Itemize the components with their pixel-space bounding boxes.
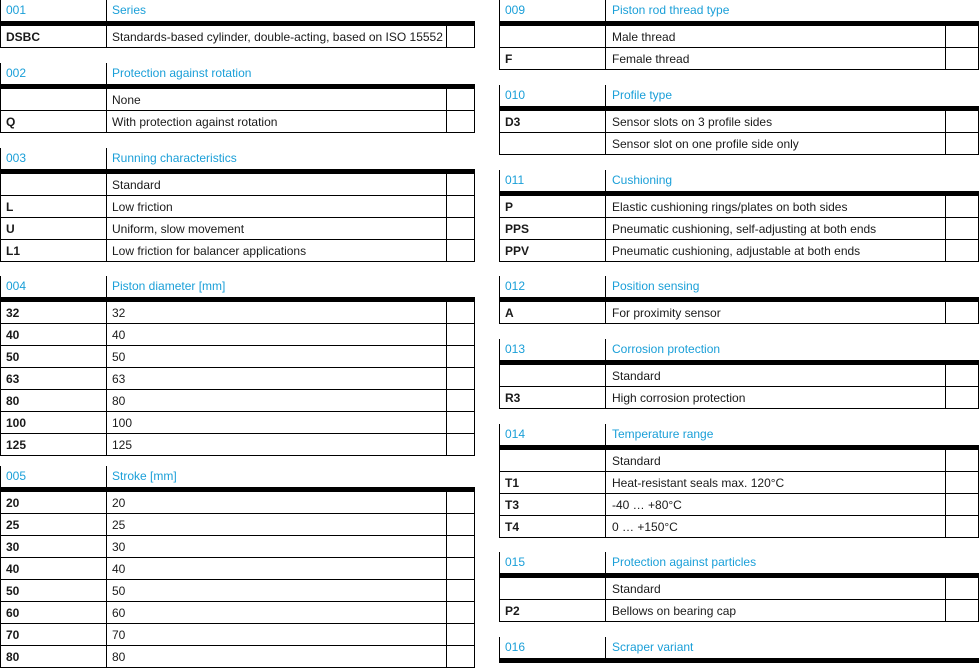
option-description: 50 <box>112 584 126 598</box>
section-header <box>0 148 475 174</box>
option-description: Standard <box>112 178 161 192</box>
option-code: P2 <box>505 604 520 618</box>
header-divider <box>605 276 606 297</box>
section-title: Profile type <box>612 88 673 102</box>
option-code: 32 <box>6 306 20 320</box>
table-row <box>0 602 475 624</box>
header-divider <box>106 63 107 84</box>
section-012 <box>499 276 979 324</box>
option-description: Pneumatic cushioning, self-adjusting at both ends <box>612 222 877 236</box>
option-code: 40 <box>6 562 20 576</box>
section-number: 015 <box>505 555 526 569</box>
table-row <box>499 133 979 155</box>
option-code: R3 <box>505 391 521 405</box>
option-description: Female thread <box>612 52 690 66</box>
section-header <box>0 63 475 89</box>
header-divider <box>605 424 606 445</box>
option-code: L1 <box>6 244 21 258</box>
header-divider <box>106 0 107 21</box>
section-005 <box>0 466 475 668</box>
option-code: 20 <box>6 496 20 510</box>
option-description: Standards-based cylinder, double-acting, based on ISO 15552 <box>112 30 443 44</box>
section-number: 013 <box>505 342 526 356</box>
header-divider <box>605 339 606 360</box>
option-description: 50 <box>112 350 126 364</box>
option-code: 50 <box>6 350 20 364</box>
header-divider <box>106 148 107 169</box>
section-title: Corrosion protection <box>612 342 721 356</box>
section-header <box>499 424 979 450</box>
table-row <box>0 324 475 346</box>
table-row <box>0 580 475 602</box>
section-title: Stroke [mm] <box>112 469 177 483</box>
section-004 <box>0 276 475 456</box>
section-title: Piston diameter [mm] <box>112 279 226 293</box>
section-016 <box>499 637 979 663</box>
option-description: Sensor slot on one profile side only <box>612 137 799 151</box>
option-description: 70 <box>112 628 126 642</box>
table-row <box>0 196 475 218</box>
section-003 <box>0 148 475 262</box>
option-code: Q <box>6 115 16 129</box>
section-015 <box>499 552 979 622</box>
option-description: 60 <box>112 606 126 620</box>
table-row <box>499 365 979 387</box>
option-code: A <box>505 306 514 320</box>
section-title: Piston rod thread type <box>612 3 730 17</box>
option-description: Heat-resistant seals max. 120°C <box>612 476 785 490</box>
option-code: PPV <box>505 244 530 258</box>
table-row <box>499 196 979 218</box>
section-number: 002 <box>6 66 27 80</box>
table-row <box>499 472 979 494</box>
table-row <box>0 390 475 412</box>
table-row <box>0 111 475 133</box>
option-description: High corrosion protection <box>612 391 746 405</box>
option-description: Uniform, slow movement <box>112 222 245 236</box>
section-013 <box>499 339 979 409</box>
section-010 <box>499 85 979 155</box>
section-header <box>499 0 979 26</box>
section-title: Running characteristics <box>112 151 237 165</box>
section-number: 011 <box>505 173 525 187</box>
option-code: 30 <box>6 540 20 554</box>
table-row <box>499 48 979 70</box>
section-title: Temperature range <box>612 427 714 441</box>
table-row <box>0 412 475 434</box>
section-header <box>499 276 979 302</box>
section-title: Protection against particles <box>612 555 757 569</box>
section-title: Protection against rotation <box>112 66 252 80</box>
table-row <box>499 516 979 538</box>
option-code: PPS <box>505 222 530 236</box>
table-row <box>0 302 475 324</box>
section-014 <box>499 424 979 538</box>
table-row <box>499 26 979 48</box>
section-header <box>499 637 979 663</box>
option-code: 25 <box>6 518 20 532</box>
section-number: 004 <box>6 279 27 293</box>
option-description: 20 <box>112 496 126 510</box>
option-description: Standard <box>612 454 661 468</box>
table-row <box>499 302 979 324</box>
section-title: Position sensing <box>612 279 700 293</box>
table-row <box>0 558 475 580</box>
header-divider <box>106 466 107 487</box>
table-row <box>0 646 475 668</box>
section-number: 010 <box>505 88 526 102</box>
option-description: 125 <box>112 438 133 452</box>
section-009 <box>499 0 979 70</box>
option-description: Elastic cushioning rings/plates on both sides <box>612 200 848 214</box>
option-description: 32 <box>112 306 126 320</box>
table-row <box>0 492 475 514</box>
option-code: D3 <box>505 115 521 129</box>
table-row <box>0 514 475 536</box>
option-description: Standard <box>612 369 661 383</box>
option-description: 25 <box>112 518 126 532</box>
option-description: 0 … +150°C <box>612 520 678 534</box>
table-row <box>0 434 475 456</box>
table-row <box>499 218 979 240</box>
table-row <box>0 218 475 240</box>
option-description: With protection against rotation <box>112 115 278 129</box>
option-description: Pneumatic cushioning, adjustable at both ends <box>612 244 861 258</box>
option-code: DSBC <box>6 30 41 44</box>
section-header <box>499 339 979 365</box>
section-header <box>499 85 979 111</box>
option-code: 50 <box>6 584 20 598</box>
option-description: 63 <box>112 372 126 386</box>
option-code: T1 <box>505 476 520 490</box>
option-code: L <box>6 200 14 214</box>
section-011 <box>499 170 979 262</box>
option-description: 100 <box>112 416 133 430</box>
option-description: 80 <box>112 650 126 664</box>
header-divider <box>106 276 107 297</box>
option-code: 63 <box>6 372 20 386</box>
option-code: T3 <box>505 498 520 512</box>
header-divider <box>605 0 606 21</box>
table-row <box>499 494 979 516</box>
section-header <box>0 466 475 492</box>
section-title: Series <box>112 3 147 17</box>
table-row <box>499 450 979 472</box>
section-title: Scraper variant <box>612 640 694 654</box>
table-row <box>0 346 475 368</box>
section-header <box>0 276 475 302</box>
option-description: Sensor slots on 3 profile sides <box>612 115 773 129</box>
option-code: U <box>6 222 15 236</box>
section-number: 014 <box>505 427 526 441</box>
table-row <box>499 111 979 133</box>
table-row <box>0 624 475 646</box>
option-description: Low friction for balancer applications <box>112 244 307 258</box>
option-code: 125 <box>6 438 27 452</box>
option-code: 100 <box>6 416 27 430</box>
option-code: 80 <box>6 650 20 664</box>
table-row <box>499 387 979 409</box>
option-code: 70 <box>6 628 20 642</box>
option-description: For proximity sensor <box>612 306 721 320</box>
option-description: Standard <box>612 582 661 596</box>
table-row <box>499 578 979 600</box>
section-002 <box>0 63 475 133</box>
section-number: 016 <box>505 640 526 654</box>
section-001 <box>0 0 475 48</box>
option-code: F <box>505 52 513 66</box>
table-row <box>0 536 475 558</box>
section-number: 001 <box>6 3 27 17</box>
section-number: 009 <box>505 3 526 17</box>
section-header <box>0 0 475 26</box>
option-description: 40 <box>112 562 126 576</box>
table-row <box>499 600 979 622</box>
section-header <box>499 552 979 578</box>
table-row <box>0 368 475 390</box>
header-divider <box>605 85 606 106</box>
section-number: 005 <box>6 469 27 483</box>
option-code: T4 <box>505 520 520 534</box>
table-row <box>499 240 979 262</box>
section-number: 003 <box>6 151 27 165</box>
table-row <box>0 240 475 262</box>
section-header <box>499 170 979 196</box>
option-code: 40 <box>6 328 20 342</box>
option-description: 40 <box>112 328 126 342</box>
header-divider <box>605 637 606 658</box>
option-description: Bellows on bearing cap <box>612 604 737 618</box>
option-description: 80 <box>112 394 126 408</box>
option-description: Male thread <box>612 30 676 44</box>
header-divider <box>605 552 606 573</box>
option-code: 80 <box>6 394 20 408</box>
option-description: 30 <box>112 540 126 554</box>
section-number: 012 <box>505 279 526 293</box>
option-description: -40 … +80°C <box>612 498 682 512</box>
option-description: Low friction <box>112 200 173 214</box>
header-divider <box>605 170 606 191</box>
option-code: P <box>505 200 514 214</box>
option-description: None <box>112 93 141 107</box>
option-code: 60 <box>6 606 20 620</box>
table-row <box>0 89 475 111</box>
table-row <box>0 174 475 196</box>
table-row <box>0 26 475 48</box>
section-title: Cushioning <box>612 173 673 187</box>
